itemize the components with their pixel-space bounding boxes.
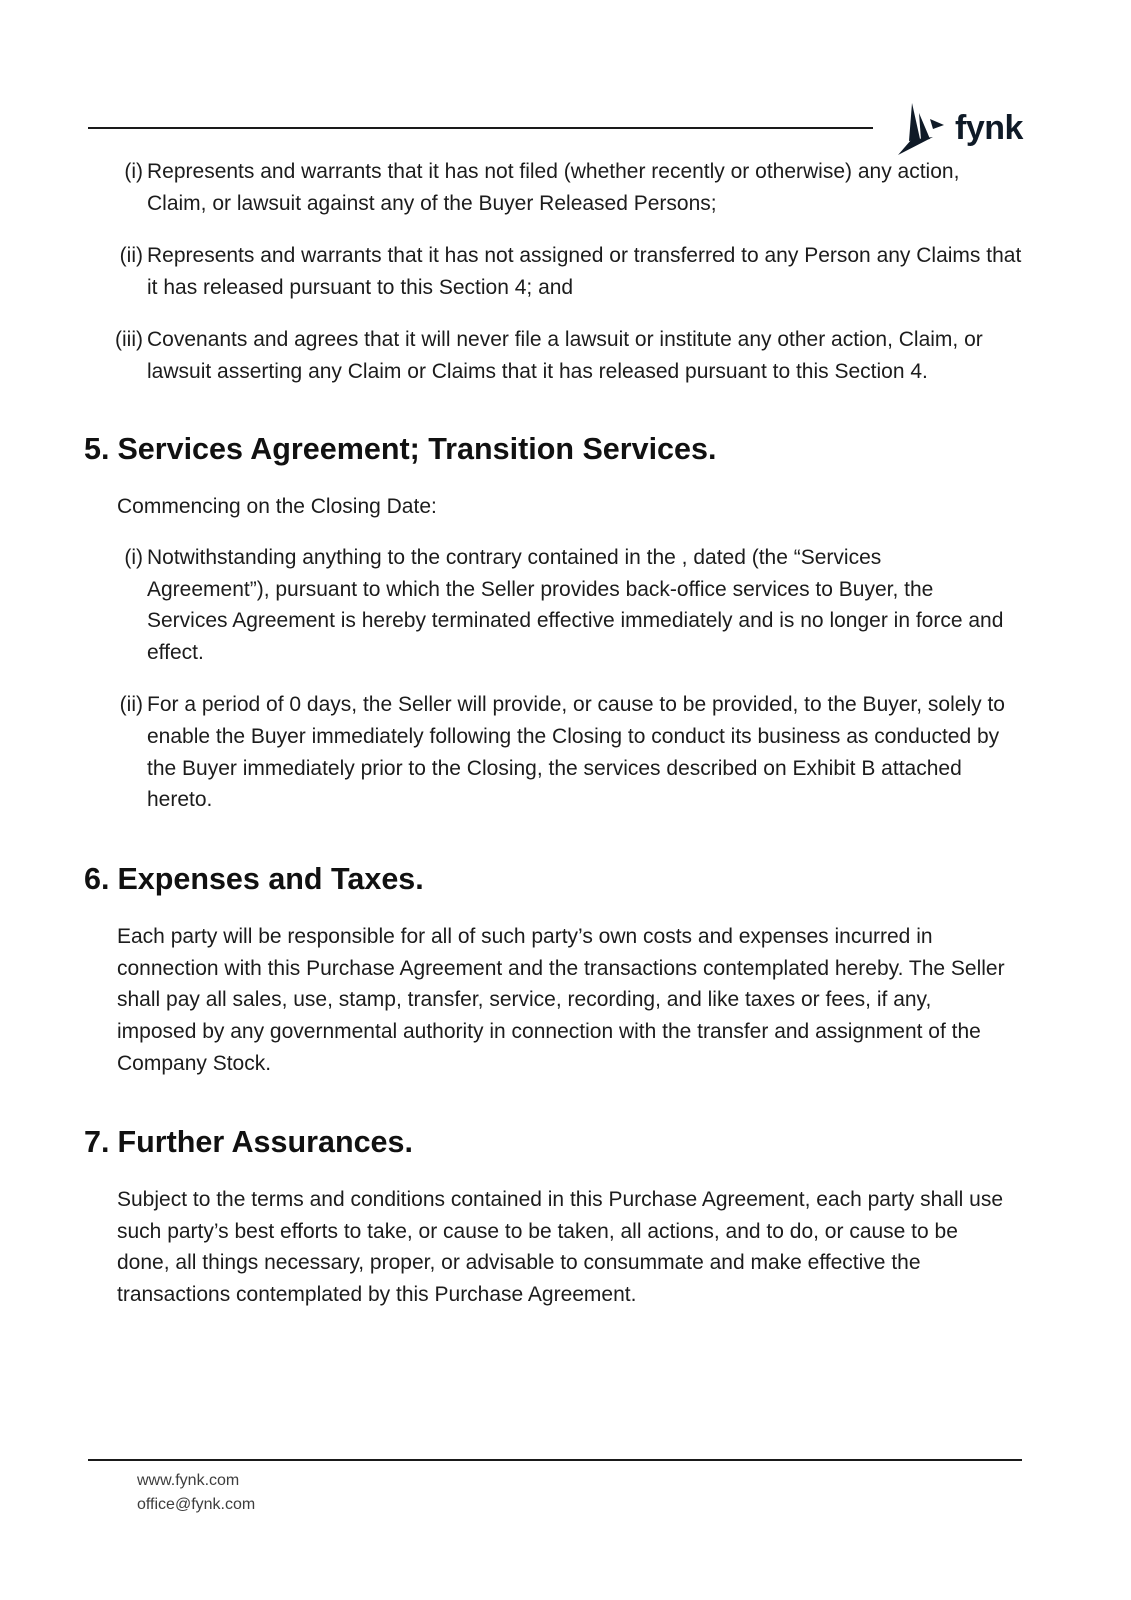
header-rule [88,127,873,129]
text-line: done, all things necessary, proper, or advisable to consummate and make effective the [117,1251,921,1275]
list-item-text [147,240,1021,303]
text-line: enable the Buyer immediately following the Closing to conduct its business as conducted by [147,724,1000,748]
text-line: Represents and warrants that it has not filed (whether recently or otherwise) any action, [147,160,960,184]
list-item [100,689,1005,815]
text-line: Services Agreement is hereby terminated effective immediately and is no longer in force and [147,609,1004,633]
text-line: hereto. [147,788,213,812]
text-line: Company Stock. [117,1051,272,1075]
footer-website-link[interactable]: www.fynk.com [137,1472,240,1489]
text-line: shall pay all sales, use, stamp, transfer, service, recording, and like taxes or fees, if any, [117,988,932,1012]
logo-text: fynk [955,109,1023,147]
list-item [100,324,1021,387]
text-line: the Buyer immediately prior to the Closing, the services described on Exhibit B attached [147,756,962,780]
text-line: Subject to the terms and conditions contained in this Purchase Agreement, each party shall use [117,1188,1004,1212]
text-line: effect. [147,640,204,664]
section-6-heading [84,859,424,899]
section-5-list [100,542,1005,816]
list-item [100,240,1021,303]
section-5-intro: Commencing on the Closing Date: [117,495,437,519]
list-marker: (iii) [115,328,143,352]
list-marker: (i) [124,160,143,184]
text-line: connection with this Purchase Agreement and the transactions contemplated hereby. The Seller [117,956,1005,980]
text-line: Each party will be responsible for all of such party’s own costs and expenses incurred in [117,925,933,949]
section-title: Services Agreement; Transition Services. [117,432,717,466]
section-number: 7. [84,1125,110,1159]
text-line: Represents and warrants that it has not assigned or transferred to any Person any Claims that [147,244,1022,268]
section-title: Expenses and Taxes. [117,862,424,896]
text-line: Covenants and agrees that it will never file a lawsuit or institute any other action, Claim, or [147,328,983,352]
section-number: 5. [84,432,110,466]
text-line: Notwithstanding anything to the contrary contained in the , dated (the “Services [147,546,882,570]
list-marker: (ii) [119,244,143,268]
list-marker: (ii) [119,693,143,717]
text-line: For a period of 0 days, the Seller will provide, or cause to be provided, to the Buyer, solely to [147,693,1005,717]
text-line: imposed by any governmental authority in connection with the transfer and assignment of the [117,1019,981,1043]
text-line: transactions contemplated by this Purchase Agreement. [117,1282,637,1306]
section-7-paragraph [117,1184,1003,1310]
list-item-text [147,324,983,387]
section-5-heading [84,429,716,469]
text-line: such party’s best efforts to take, or cause to be taken, all actions, and to do, or cause to be [117,1219,958,1243]
text-line: Claim, or lawsuit against any of the Buyer Released Persons; [147,191,717,215]
list-item [100,156,1021,219]
release-covenants-list [100,156,1021,387]
list-item-text [147,156,959,219]
list-item [100,542,1005,668]
text-line: lawsuit asserting any Claim or Claims that it has released pursuant to this Section 4. [147,359,928,383]
list-item-text [147,542,1003,668]
section-7-heading [84,1122,413,1162]
footer-rule [88,1459,1022,1461]
list-item-text [147,689,1005,815]
section-title: Further Assurances. [117,1125,413,1159]
footer-email-link[interactable]: office@fynk.com [137,1496,256,1513]
section-number: 6. [84,862,110,896]
text-line: it has released pursuant to this Section 4; and [147,275,574,299]
list-marker: (i) [124,546,143,570]
fynk-bird-logo-icon [897,103,947,155]
section-6-paragraph [117,921,1005,1079]
text-line: Agreement”), pursuant to which the Seller provides back-office services to Buyer, the [147,577,934,601]
